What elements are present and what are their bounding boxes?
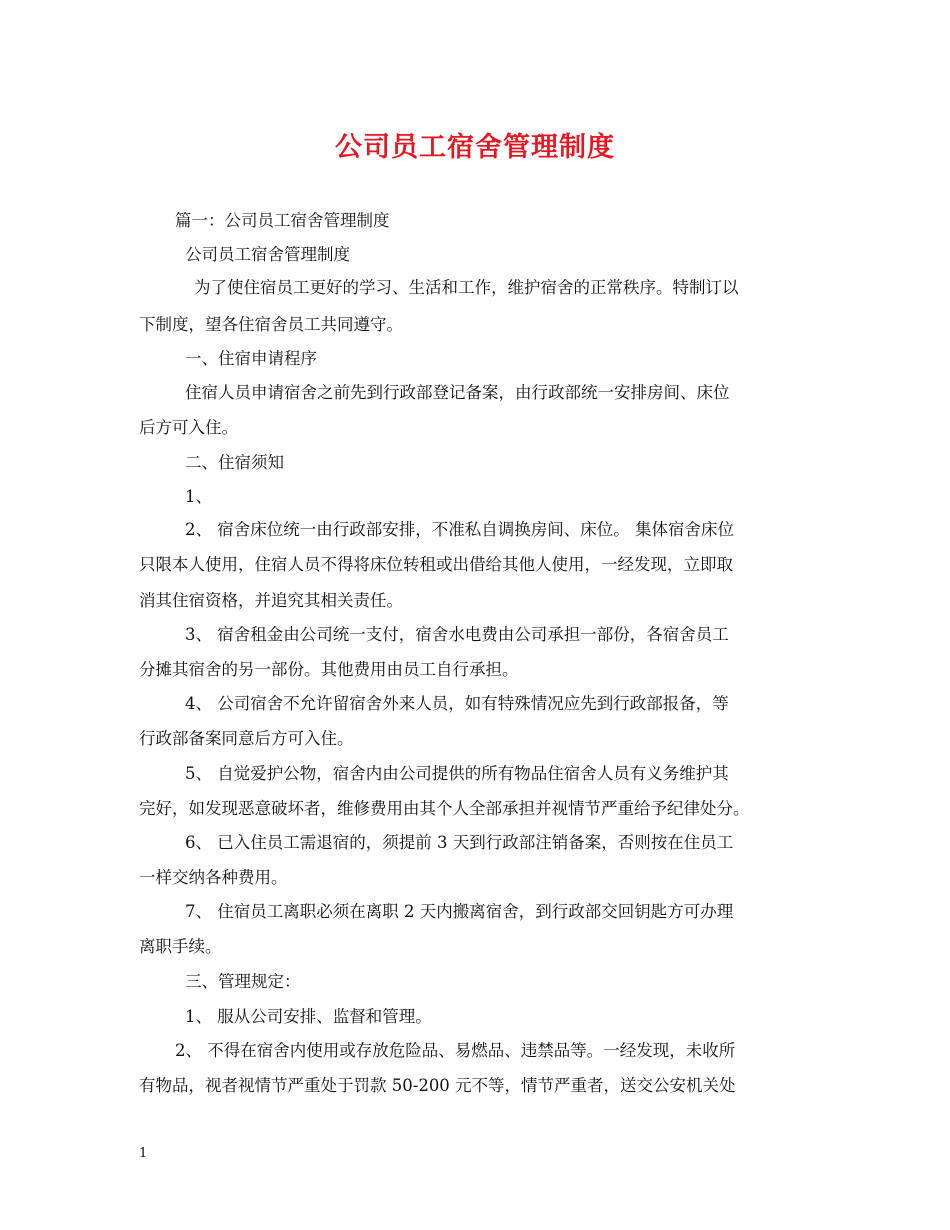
paragraph-line: 1、: [185, 487, 212, 506]
paragraph-line: 只限本人使用，住宿人员不得将床位转租或出借给其他人使用，一经发现，立即取: [139, 555, 733, 574]
paragraph-line: 5、 自觉爱护公物，宿舍内由公司提供的所有物品住宿舍人员有义务维护其: [185, 764, 729, 783]
document-title: 公司员工宿舍管理制度: [335, 132, 615, 163]
paragraph-line: 有物品，视者视情节严重处于罚款 50-200 元不等，情节严重者，送交公安机关处: [139, 1076, 736, 1095]
paragraph-line: 行政部备案同意后方可入住。: [139, 729, 354, 748]
paragraph-line: 消其住宿资格，并追究其相关责任。: [139, 591, 403, 610]
paragraph-line: 7、 住宿员工离职必须在离职 2 天内搬离宿舍，到行政部交回钥匙方可办理: [185, 902, 734, 921]
paragraph-line: 2、 宿舍床位统一由行政部安排，不准私自调换房间、床位。 集体宿舍床位: [185, 520, 734, 539]
paragraph-line: 分摊其宿舍的另一部份。其他费用由员工自行承担。: [139, 660, 519, 679]
section-heading: 二、住宿须知: [185, 453, 284, 472]
paragraph-line: 为了使住宿员工更好的学习、生活和工作，维护宿舍的正常秩序。特制订以: [194, 278, 739, 297]
section-heading: 一、住宿申请程序: [185, 349, 317, 368]
page-number: 1: [139, 1146, 148, 1161]
paragraph-line: 完好，如发现恶意破坏者，维修费用由其个人全部承担并视情节严重给予纪律处分。: [139, 799, 750, 818]
paragraph-line: 1、 服从公司安排、监督和管理。: [185, 1007, 432, 1026]
paragraph-line: 2、 不得在宿舍内使用或存放危险品、易燃品、违禁品等。一经发现，未收所: [175, 1041, 736, 1060]
paragraph-line: 3、 宿舍租金由公司统一支付，宿舍水电费由公司承担一部份，各宿舍员工: [185, 625, 729, 644]
paragraph-line: 一样交纳各种费用。: [139, 868, 288, 887]
paragraph-line: 公司员工宿舍管理制度: [185, 245, 350, 264]
paragraph-line: 住宿人员申请宿舍之前先到行政部登记备案，由行政部统一安排房间、床位: [185, 383, 730, 402]
paragraph-line: 下制度，望各住宿舍员工共同遵守。: [139, 315, 403, 334]
section-heading: 三、管理规定：: [185, 972, 301, 991]
paragraph-line: 6、 已入住员工需退宿的，须提前 3 天到行政部注销备案，否则按在住员工: [185, 833, 734, 852]
paragraph-line: 后方可入住。: [139, 418, 238, 437]
paragraph-line: 4、 公司宿舍不允许留宿舍外来人员，如有特殊情况应先到行政部报备，等: [185, 694, 729, 713]
paragraph-line: 篇一：公司员工宿舍管理制度: [175, 211, 390, 230]
paragraph-line: 离职手续。: [139, 937, 222, 956]
